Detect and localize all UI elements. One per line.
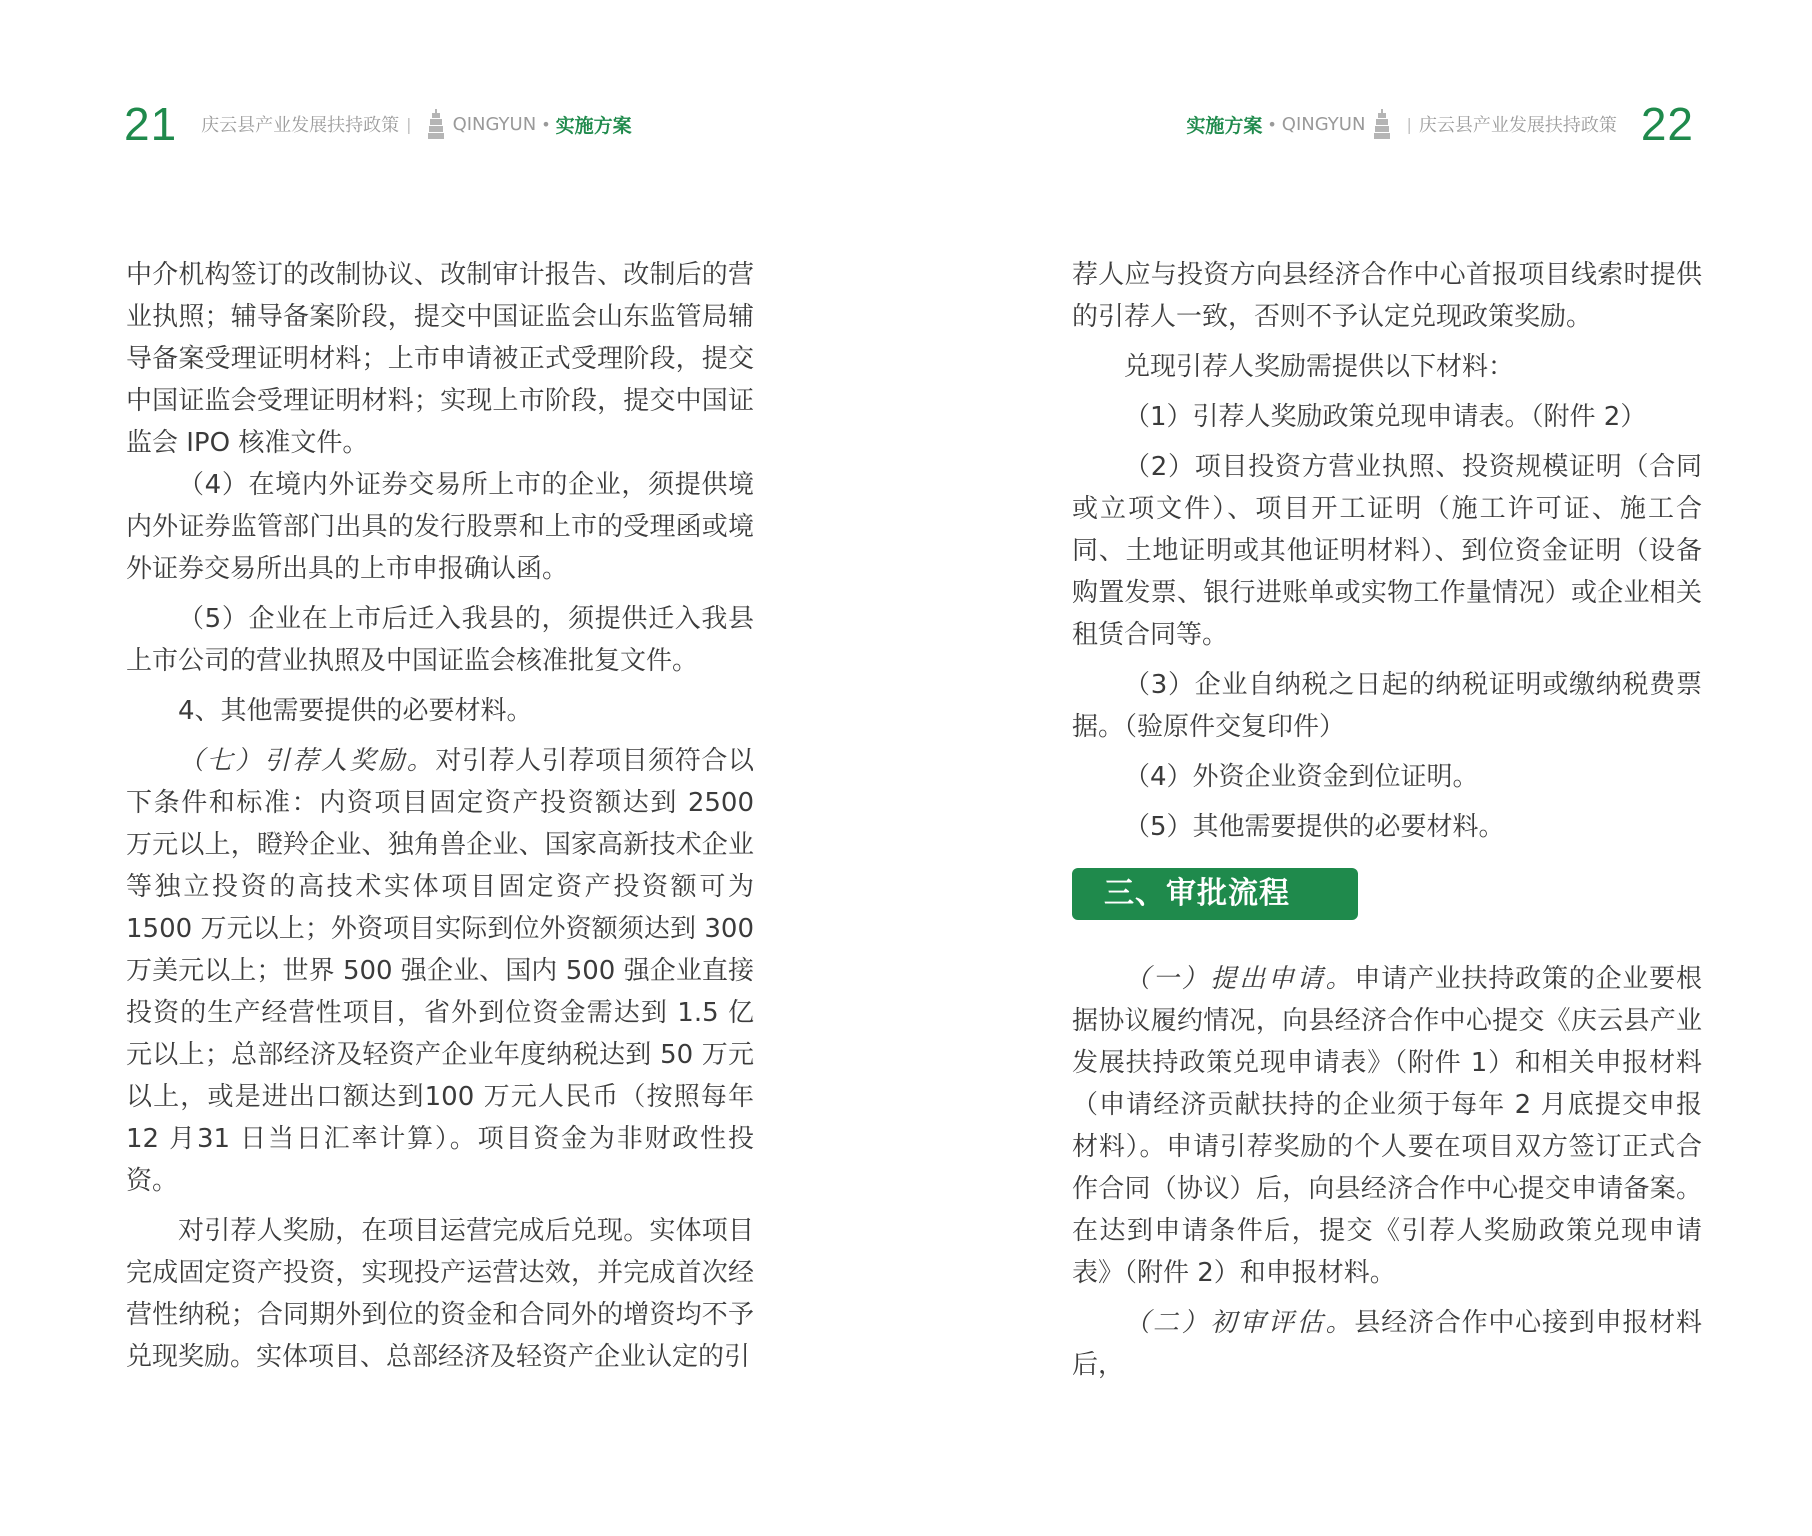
paragraph: （5）其他需要提供的必要材料。 <box>1124 812 1505 842</box>
header-separator: | <box>1406 114 1412 134</box>
paragraph-body: 申请产业扶持政策的企业要根据协议履约情况，向县经济合作中心提交《庆云县产业发展扶持政策兑现申请表》（附件 1）和相关申报材料（申请经济贡献扶持的企业须于每年 2 月底提交申报材料）。申请引荐奖励的个人要在项目双方签订正式合作合同（协议）后，向县经济合作中心提交申请备案。在达到申请条件后，提交《引荐人奖励政策兑现申请表》（附件 2）和申报材料。 <box>1072 964 1702 1288</box>
paragraph: 对引荐人奖励，在项目运营完成后兑现。实体项目完成固定资产投资，实现投产运营达效，并完成首次经营性纳税；合同期外到位的资金和合同外的增资均不予兑现奖励。实体项目、总部经济及轻资产企业认定的引 <box>126 1216 754 1372</box>
paragraph-heading: （二）初审评估。 <box>1124 1308 1355 1338</box>
paragraph: （5）企业在上市后迁入我县的，须提供迁入我县上市公司的营业执照及中国证监会核准批复文件。 <box>126 604 754 676</box>
right-body <box>1072 254 1702 1386</box>
paragraph-application <box>1072 958 1702 1294</box>
paragraph: 中介机构签订的改制协议、改制审计报告、改制后的营业执照；辅导备案阶段，提交中国证监会山东监管局辅导备案受理证明材料；上市申请被正式受理阶段，提交中国证监会受理证明材料；实现上市阶段，提交中国证监会 IPO 核准文件。 <box>126 260 754 458</box>
paragraph-heading: （七）引荐人奖励。 <box>178 746 436 776</box>
paragraph-heading: （一）提出申请。 <box>1124 964 1355 994</box>
header-title: 庆云县产业发展扶持政策 <box>201 115 400 136</box>
header-section: 实施方案 <box>1186 114 1263 137</box>
header-separator: | <box>406 114 412 134</box>
section-title-banner: 三、审批流程 <box>1072 868 1358 920</box>
header-dot: • <box>1267 114 1277 134</box>
paragraph: 荐人应与投资方向县经济合作中心首报项目线索时提供的引荐人一致，否则不予认定兑现政策奖励。 <box>1072 260 1702 332</box>
left-header <box>124 96 632 152</box>
right-page <box>906 0 1812 1536</box>
page-number: 22 <box>1640 98 1694 150</box>
paragraph: （4）在境内外证券交易所上市的企业，须提供境内外证券监管部门出具的发行股票和上市的受理函或境外证券交易所出具的上市申报确认函。 <box>126 470 754 584</box>
paragraph: 兑现引荐人奖励需提供以下材料： <box>1124 352 1515 382</box>
paragraph-body: 对引荐人引荐项目须符合以下条件和标准：内资项目固定资产投资额达到 2500 万元以上，瞪羚企业、独角兽企业、国家高新技术企业等独立投资的高技术实体项目固定资产投资额可为 1500 万元以上；外资项目实际到位外资额须达到 300 万美元以上；世界 500 强企业、国内 500 强企业直接投资的生产经营性项目，省外到位资金需达到 1.5 亿元以上；总部经济及轻资产企业年度纳税达到 50 万元以上，或是进出口额达到100 万元人民币（按照每年12 月31 日当日汇率计算）。项目资金为非财政性投资。 <box>126 746 754 1196</box>
header-title: 庆云县产业发展扶持政策 <box>1418 115 1617 136</box>
header-brand: QINGYUN <box>452 113 537 135</box>
header-section: 实施方案 <box>555 114 632 137</box>
paragraph: （4）外资企业资金到位证明。 <box>1124 762 1479 792</box>
left-body <box>126 254 754 1378</box>
paragraph: （3）企业自纳税之日起的纳税证明或缴纳税费票据。（验原件交复印件） <box>1072 670 1702 742</box>
paragraph: （1）引荐人奖励政策兑现申请表。（附件 2） <box>1124 402 1647 432</box>
page-number: 21 <box>124 98 178 150</box>
right-header <box>1186 96 1694 152</box>
paragraph-body: 县经济合作中心接到申报材料后， <box>1072 1308 1702 1380</box>
pagoda-icon <box>427 109 445 139</box>
pagoda-icon <box>1373 109 1391 139</box>
paragraph-award <box>126 740 754 1202</box>
header-dot: • <box>541 114 551 134</box>
paragraph: （2）项目投资方营业执照、投资规模证明（合同或立项文件）、项目开工证明（施工许可证、施工合同、土地证明或其他证明材料）、到位资金证明（设备购置发票、银行进账单或实物工作量情况）或企业相关租赁合同等。 <box>1072 452 1702 650</box>
paragraph-review <box>1072 1302 1702 1386</box>
paragraph: 4、其他需要提供的必要材料。 <box>178 696 533 726</box>
header-brand: QINGYUN <box>1281 113 1366 135</box>
